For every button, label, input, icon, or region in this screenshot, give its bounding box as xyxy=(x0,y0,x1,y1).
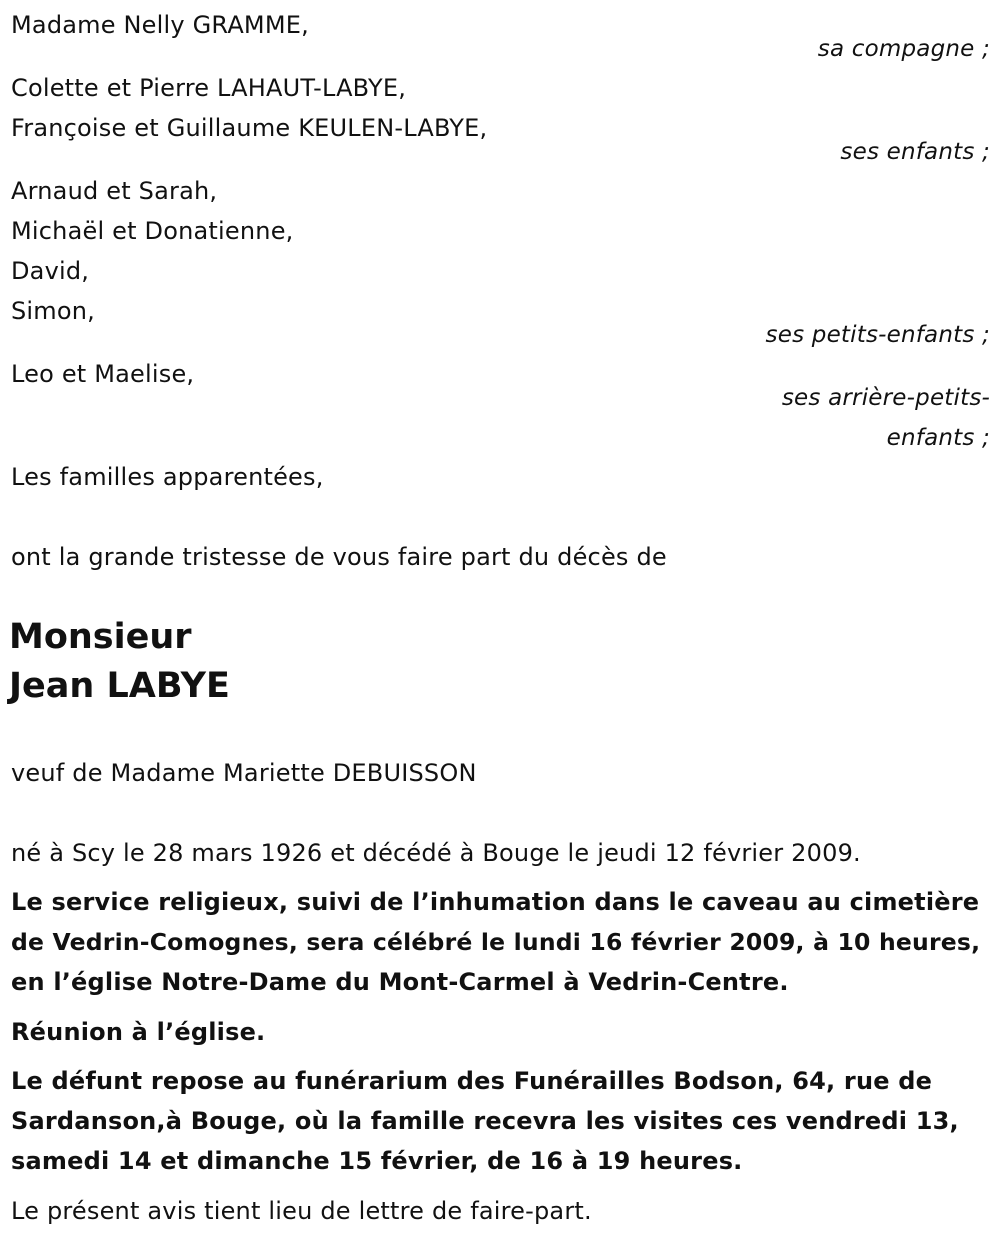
meeting: Réunion à l’église. xyxy=(11,1018,266,1046)
visitation-line-3: samedi 14 et dimanche 15 février, de 16 à 19 heures. xyxy=(11,1147,743,1175)
visitation-line-2: Sardanson,à Bouge, où la famille recevra les visites ces vendredi 13, xyxy=(11,1107,959,1135)
companion-role: sa compagne ; xyxy=(817,36,990,62)
deceased-name: Jean LABYE xyxy=(9,666,230,706)
deceased-title: Monsieur xyxy=(9,617,192,657)
children-role: ses enfants ; xyxy=(840,139,990,165)
grandchild-line-4: Simon, xyxy=(11,297,96,325)
child-line-1: Colette et Pierre LAHAUT-LABYE, xyxy=(11,74,407,102)
closing-note: Le présent avis tient lieu de lettre de faire-part. xyxy=(11,1197,592,1225)
great-grandchildren-role-line-2: enfants ; xyxy=(886,425,990,451)
related-families: Les familles apparentées, xyxy=(11,463,324,491)
grandchildren-role: ses petits-enfants ; xyxy=(765,322,990,348)
companion-name: Madame Nelly GRAMME, xyxy=(11,11,309,39)
great-grandchildren: Leo et Maelise, xyxy=(11,360,195,388)
child-line-2: Françoise et Guillaume KEULEN-LABYE, xyxy=(11,114,488,142)
great-grandchildren-role-line-1: ses arrière-petits- xyxy=(781,385,990,411)
announcement-intro: ont la grande tristesse de vous faire part du décès de xyxy=(11,543,667,571)
service-line-3: en l’église Notre-Dame du Mont-Carmel à Vedrin-Centre. xyxy=(11,968,789,996)
grandchild-line-1: Arnaud et Sarah, xyxy=(11,177,218,205)
service-line-1: Le service religieux, suivi de l’inhumation dans le caveau au cimetière xyxy=(11,888,980,916)
birth-death: né à Scy le 28 mars 1926 et décédé à Bouge le jeudi 12 février 2009. xyxy=(11,839,861,867)
grandchild-line-2: Michaël et Donatienne, xyxy=(11,217,294,245)
grandchild-line-3: David, xyxy=(11,257,90,285)
widower-of: veuf de Madame Mariette DEBUISSON xyxy=(11,759,477,787)
service-line-2: de Vedrin-Comognes, sera célébré le lundi 16 février 2009, à 10 heures, xyxy=(11,928,981,956)
visitation-line-1: Le défunt repose au funérarium des Funérailles Bodson, 64, rue de xyxy=(11,1067,933,1095)
